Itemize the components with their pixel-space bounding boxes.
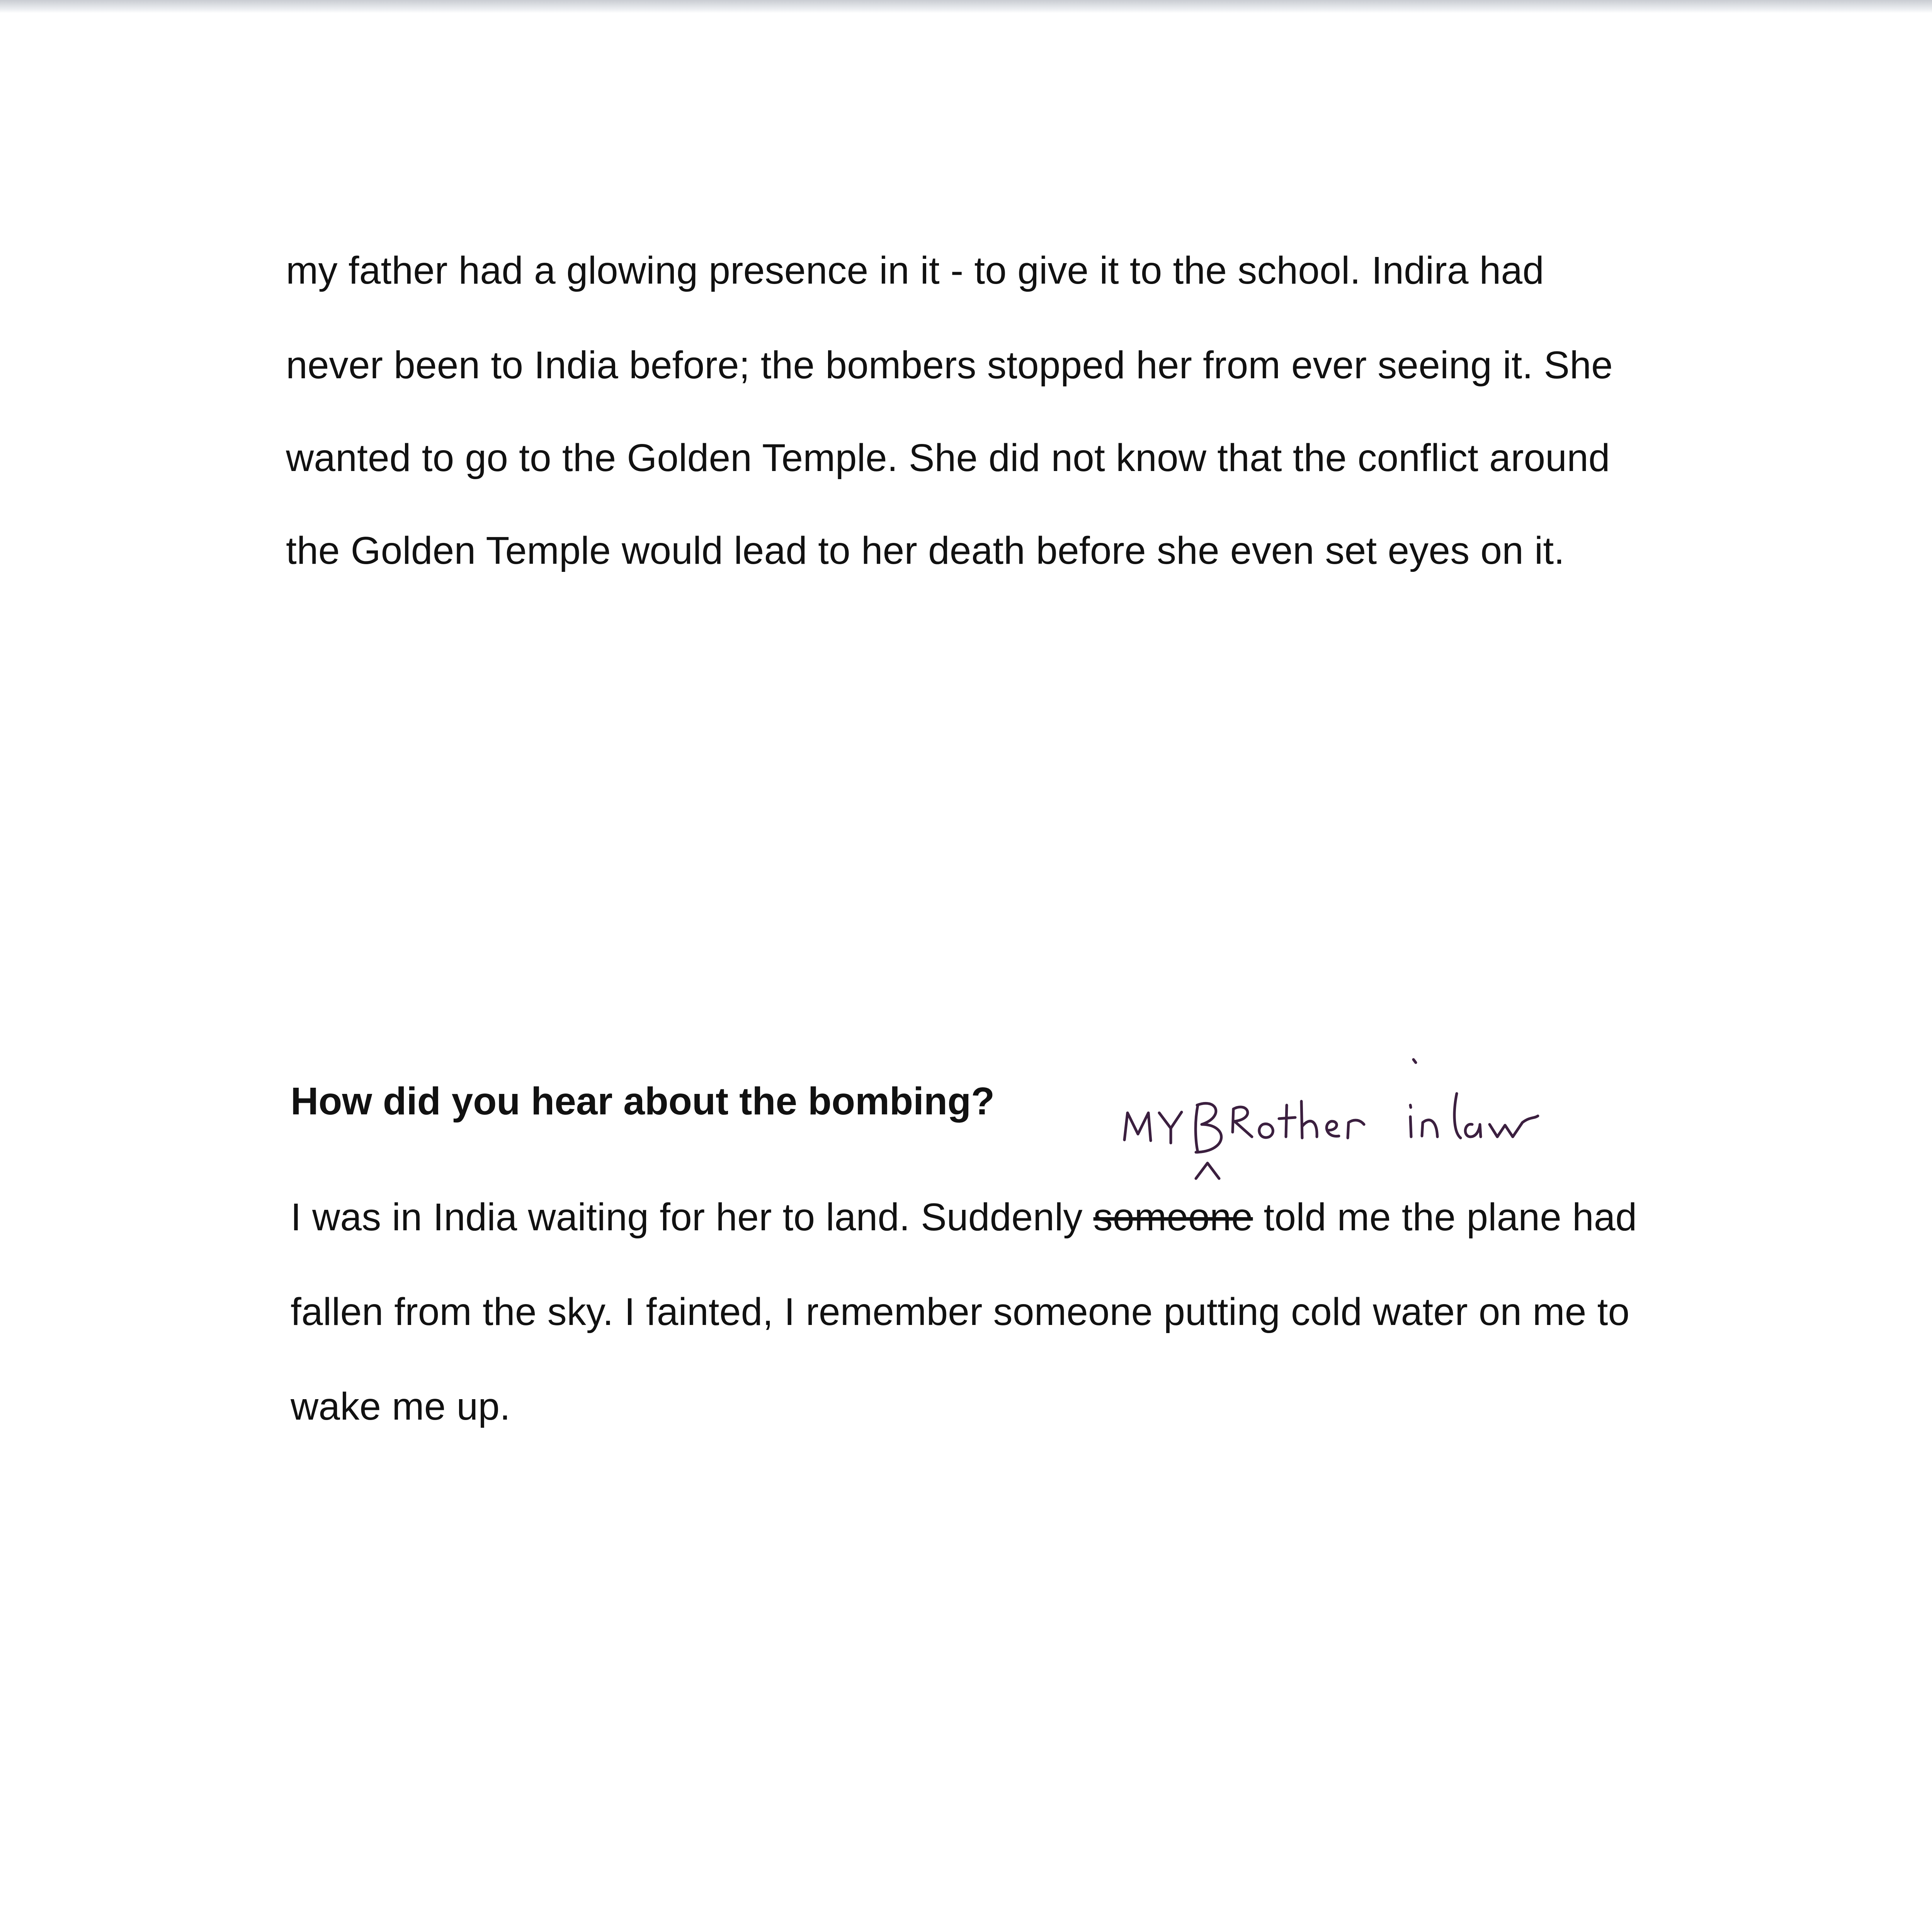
answer-line-3: wake me up.: [291, 1385, 511, 1428]
answer-line-2: fallen from the sky. I fainted, I remember someone putting cold water on me to: [291, 1290, 1630, 1333]
answer-line-1: [291, 1194, 1637, 1240]
struck-word: someone: [1093, 1196, 1253, 1239]
answer-line-1-end: told me the plane had: [1253, 1196, 1637, 1239]
paragraph-line-3: wanted to go to the Golden Temple. She did not know that the conflict around: [286, 436, 1610, 480]
paragraph-line-2: never been to India before; the bombers stopped her from ever seeing it. She: [286, 344, 1613, 387]
question-heading: How did you hear about the bombing?: [291, 1080, 995, 1123]
handwritten-annotation: [1117, 1051, 1634, 1190]
paragraph-line-4: the Golden Temple would lead to her death before she even set eyes on it.: [286, 529, 1565, 572]
answer-line-1-start: I was in India waiting for her to land. Suddenly: [291, 1196, 1094, 1239]
paragraph-line-1: my father had a glowing presence in it - to give it to the school. Indira had: [286, 249, 1544, 292]
